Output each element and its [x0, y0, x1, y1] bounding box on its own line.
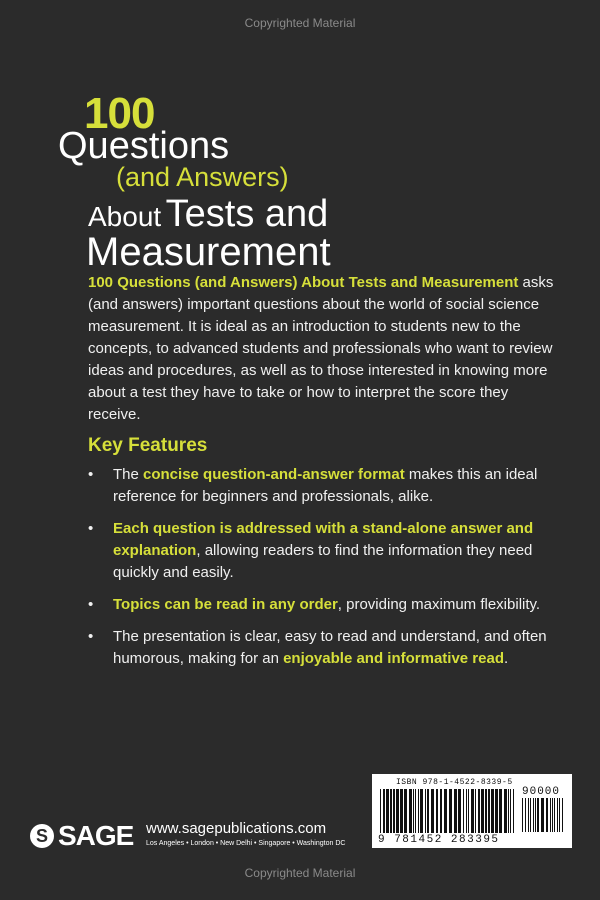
barcode-bar — [513, 789, 514, 833]
watermark-bottom: Copyrighted Material — [244, 866, 356, 880]
barcode-bar — [404, 789, 407, 833]
barcode-bar — [508, 789, 509, 833]
barcode-bar — [522, 798, 523, 832]
barcode-bar — [475, 789, 476, 833]
barcode-number: 9 781452 283395 — [378, 834, 500, 846]
barcode-bar — [386, 789, 389, 833]
barcode-bar — [559, 798, 560, 832]
barcode-bar — [491, 789, 494, 833]
barcode-bar — [420, 789, 423, 833]
title-questions: Questions — [58, 125, 230, 167]
barcode-bar — [525, 798, 526, 832]
barcode-bar — [468, 789, 469, 833]
barcode-bar — [481, 789, 484, 833]
barcode-bar — [537, 798, 539, 832]
sage-logo — [30, 820, 133, 852]
title-answers: (and Answers) — [116, 162, 289, 192]
barcode-bar — [554, 798, 555, 832]
barcode-bar — [390, 789, 392, 833]
barcode-bar — [463, 789, 464, 833]
barcode-bar — [454, 789, 457, 833]
feature-item: • The concise question-and-answer format makes this an ideal reference for beginners and professionals, alike. — [88, 466, 538, 505]
feature-item: • The presentation is clear, easy to read and understand, and often humorous, making for an enjoyable and informative read. — [88, 628, 547, 667]
barcode-bar — [400, 789, 403, 833]
barcode-bar — [510, 789, 511, 833]
sage-logo-text: SAGE — [58, 820, 134, 851]
barcode-addon-number: 90000 — [522, 786, 561, 798]
barcode-bar — [530, 798, 531, 832]
barcode-bar — [533, 798, 534, 832]
barcode-bar — [444, 789, 447, 833]
barcode-bar — [380, 789, 381, 833]
barcode-bar — [440, 789, 442, 833]
title-number: 100 — [84, 89, 155, 138]
barcode-bar — [557, 798, 558, 832]
barcode-bar — [478, 789, 480, 833]
barcode — [372, 774, 572, 848]
barcode-bar — [541, 798, 544, 832]
barcode-bar — [552, 798, 553, 832]
barcode-bar — [413, 789, 414, 833]
barcode-bar — [504, 789, 507, 833]
intro-paragraph: 100 Questions (and Answers) About Tests and Measurement asks (and answers) important questions about the world of social science measurement. It is ideal as an introduction to students new to the concepts, to advanced students and professionals who want to review ideas and procedures, as well as to those interested in knowing more about a test they have to take or how to interpret the score they receive. — [88, 274, 554, 423]
barcode-bar — [458, 789, 461, 833]
feature-item: • Topics can be read in any order, providing maximum flexibility. — [88, 596, 541, 613]
publisher-url[interactable]: www.sagepublications.com — [146, 820, 327, 837]
title-measurement: Measurement — [86, 230, 331, 274]
barcode-bars — [380, 789, 516, 833]
barcode-bar — [528, 798, 529, 832]
barcode-bar — [562, 798, 563, 832]
feature-item: • Each question is addressed with a stand-alone answer and explanation, allowing readers to find the information they need quickly and easily. — [88, 520, 534, 581]
barcode-bar — [409, 789, 412, 833]
barcode-bar — [396, 789, 399, 833]
isbn-text: ISBN 978-1-4522-8339-5 — [396, 778, 513, 787]
barcode-bar — [471, 789, 474, 833]
barcode-bar — [466, 789, 467, 833]
key-features-list — [88, 464, 568, 680]
key-features-heading: Key Features — [88, 435, 208, 456]
barcode-bar — [550, 798, 551, 832]
watermark-top: Copyrighted Material — [244, 16, 356, 30]
barcode-bar — [425, 789, 426, 833]
barcode-bar — [488, 789, 490, 833]
barcode-bar — [485, 789, 487, 833]
barcode-addon-bars — [522, 798, 564, 832]
barcode-bar — [499, 789, 502, 833]
sage-logo-icon: S — [30, 824, 54, 848]
barcode-bar — [495, 789, 498, 833]
barcode-bar — [449, 789, 452, 833]
barcode-bar — [431, 789, 434, 833]
barcode-bar — [393, 789, 395, 833]
barcode-bar — [383, 789, 385, 833]
barcode-bar — [427, 789, 429, 833]
barcode-bar — [535, 798, 536, 832]
title-about-tests: About Tests and — [88, 193, 329, 235]
publisher-cities: Los Angeles • London • New Delhi • Singapore • Washington DC — [146, 840, 346, 847]
barcode-bar — [415, 789, 416, 833]
barcode-bar — [546, 798, 548, 832]
barcode-bar — [418, 789, 419, 833]
barcode-bar — [436, 789, 438, 833]
